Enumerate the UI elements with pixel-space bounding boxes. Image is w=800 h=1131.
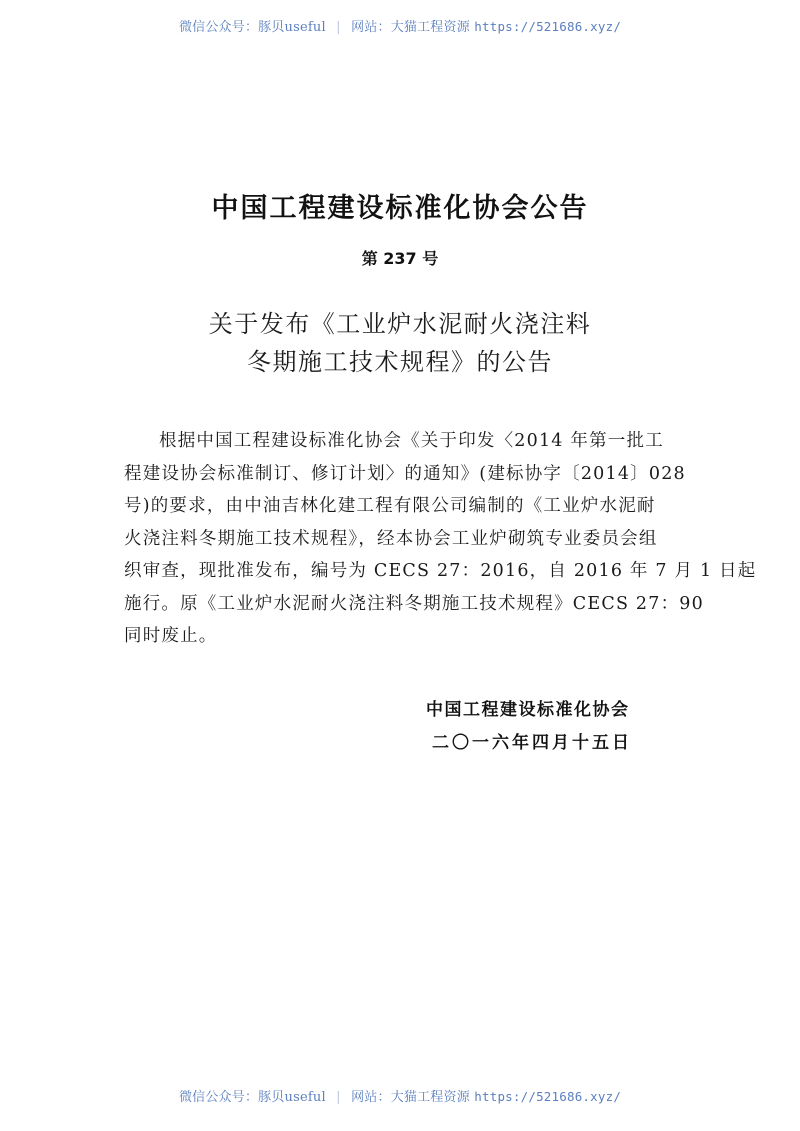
body-line: 织审查，现批准发布，编号为 CECS 27：2016，自 2016 年 7 月 1 日起 — [124, 561, 757, 581]
site-label: 网站：大猫工程资源 — [351, 20, 470, 35]
announcement-body — [124, 425, 757, 653]
watermark-header — [0, 16, 800, 35]
announcement-subject — [0, 305, 800, 381]
body-line: 火浇注料冬期施工技术规程》，经本协会工业炉砌筑专业委员会组 — [124, 528, 658, 549]
site-url: https://521686.xyz/ — [474, 1089, 622, 1104]
signature-organization: 中国工程建设标准化协会 — [426, 700, 630, 720]
document-title: 中国工程建设标准化协会公告 — [211, 193, 589, 224]
separator: | — [336, 1090, 341, 1105]
subject-line: 冬期施工技术规程》的公告 — [247, 348, 553, 376]
signature-block — [426, 694, 632, 760]
body-line: 同时废止。 — [124, 626, 218, 646]
wechat-label: 微信公众号：豚贝useful — [178, 1090, 326, 1105]
wechat-label: 微信公众号：豚贝useful — [178, 20, 326, 35]
site-label: 网站：大猫工程资源 — [351, 1090, 470, 1105]
separator: | — [336, 20, 341, 35]
subject-line: 关于发布《工业炉水泥耐火浇注料 — [208, 310, 592, 338]
site-url: https://521686.xyz/ — [474, 19, 622, 34]
body-line: 程建设协会标准制订、修订计划〉的通知》(建标协字〔2014〕028 — [124, 463, 686, 484]
body-line: 号)的要求，由中油吉林化建工程有限公司编制的《工业炉水泥耐 — [124, 496, 656, 516]
signature-date: 二〇一六年四月十五日 — [432, 733, 632, 753]
body-line: 施行。原《工业炉水泥耐火浇注料冬期施工技术规程》CECS 27：90 — [124, 593, 704, 614]
announcement-number: 第 237 号 — [361, 249, 439, 268]
body-line: 根据中国工程建设标准化协会《关于印发〈2014 年第一批工 — [159, 431, 664, 451]
watermark-footer — [0, 1086, 800, 1105]
